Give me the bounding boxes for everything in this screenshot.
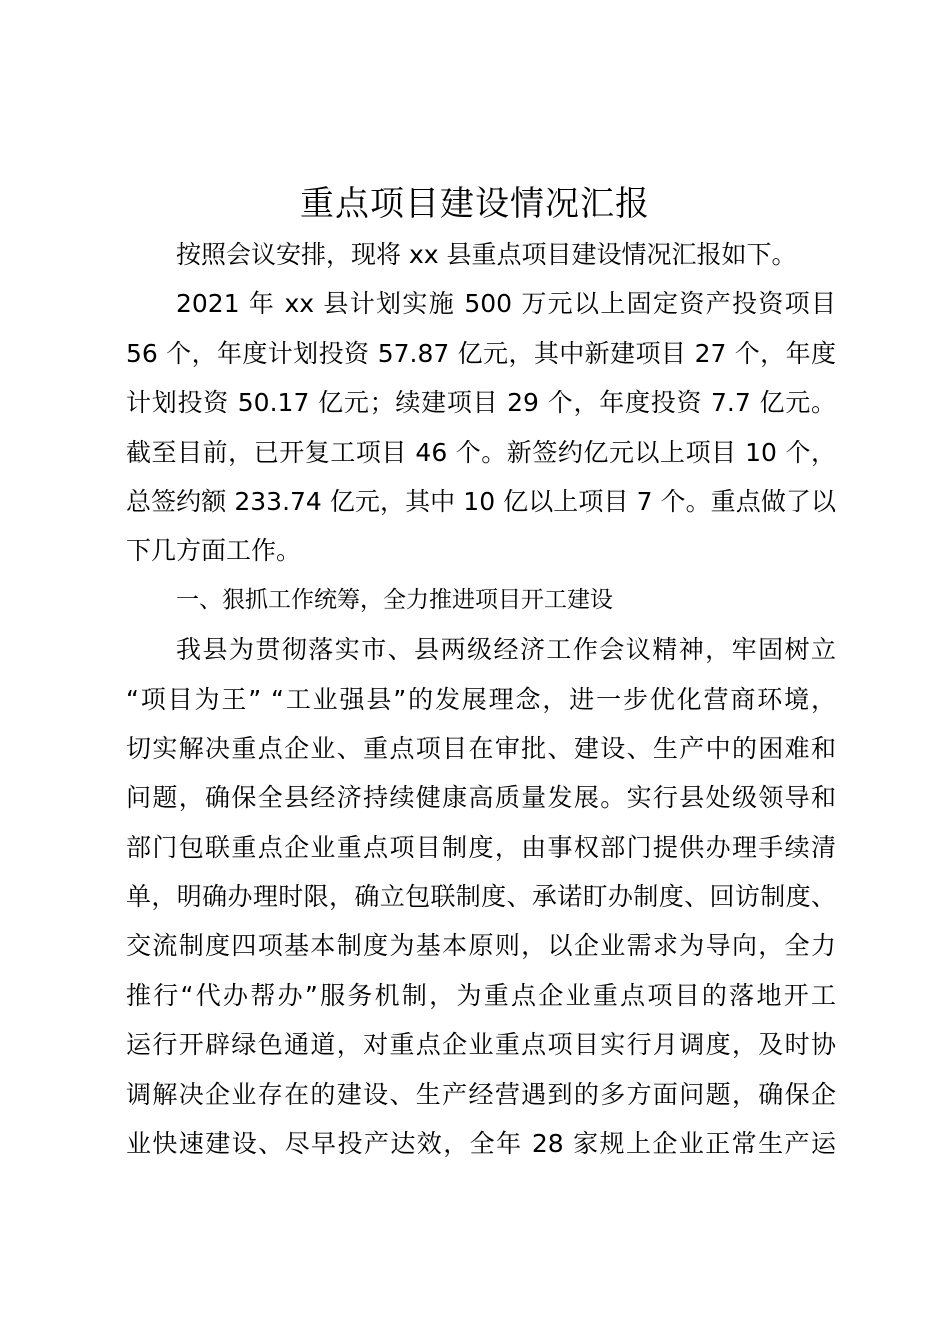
line-text: 业快速建设、尽早投产达效，全年 28 家规上企业正常生产运 xyxy=(126,1129,836,1159)
line-text: 单，明确办理时限，确立包联制度、承诺盯办制度、回访制度、 xyxy=(126,882,836,912)
paragraph-line xyxy=(126,477,836,526)
paragraph-line xyxy=(126,428,836,477)
paragraph-line xyxy=(126,872,836,921)
line-text: 部门包联重点企业重点项目制度，由事权部门提供办理手续清 xyxy=(126,832,836,862)
line-text: “项目为王” “工业强县”的发展理念，进一步优化营商环境， xyxy=(126,684,836,714)
paragraph-line xyxy=(126,378,836,427)
line-text: 运行开辟绿色通道，对重点企业重点项目实行月调度，及时协 xyxy=(126,1030,836,1060)
document-body xyxy=(126,230,836,1168)
line-text: 按照会议安排，现将 xx 县重点项目建设情况汇报如下。 xyxy=(176,240,797,269)
paragraph-line xyxy=(126,1070,836,1119)
paragraph-line xyxy=(126,971,836,1020)
line-text: 问题，确保全县经济持续健康高质量发展。实行县处级领导和 xyxy=(126,783,836,813)
line-text: 一、狠抓工作统筹，全力推进项目开工建设 xyxy=(176,586,613,613)
line-text: 总签约额 233.74 亿元，其中 10 亿以上项目 7 个。重点做了以 xyxy=(126,486,836,516)
paragraph-line xyxy=(126,329,836,378)
line-text: 2021 年 xx 县计划实施 500 万元以上固定资产投资项目 xyxy=(176,289,836,319)
line-text: 推行“代办帮办”服务机制，为重点企业重点项目的落地开工 xyxy=(126,980,836,1010)
paragraph-line xyxy=(126,724,836,773)
line-text: 调解决企业存在的建设、生产经营遇到的多方面问题，确保企 xyxy=(126,1079,836,1109)
paragraph-line xyxy=(126,625,836,674)
line-text: 交流制度四项基本制度为基本原则，以企业需求为导向，全力 xyxy=(126,931,836,961)
paragraph-line xyxy=(126,823,836,872)
paragraph-line xyxy=(126,230,836,279)
paragraph-line xyxy=(126,1020,836,1069)
document-title: 重点项目建设情况汇报 xyxy=(300,184,650,224)
line-text: 截至目前，已开复工项目 46 个。新签约亿元以上项目 10 个， xyxy=(126,437,836,467)
line-text: 56 个，年度计划投资 57.87 亿元，其中新建项目 27 个，年度 xyxy=(126,338,836,368)
paragraph-line xyxy=(126,1119,836,1168)
line-text: 计划投资 50.17 亿元；续建项目 29 个，年度投资 7.7 亿元。 xyxy=(126,388,836,418)
section-heading xyxy=(126,576,836,625)
paragraph-line xyxy=(126,675,836,724)
line-text: 切实解决重点企业、重点项目在审批、建设、生产中的困难和 xyxy=(126,733,836,763)
paragraph-line xyxy=(126,921,836,970)
paragraph-line xyxy=(126,279,836,328)
paragraph-line xyxy=(126,526,836,575)
line-text: 下几方面工作。 xyxy=(126,536,302,566)
line-text: 我县为贯彻落实市、县两级经济工作会议精神，牢固树立 xyxy=(176,635,836,665)
paragraph-line xyxy=(126,773,836,822)
